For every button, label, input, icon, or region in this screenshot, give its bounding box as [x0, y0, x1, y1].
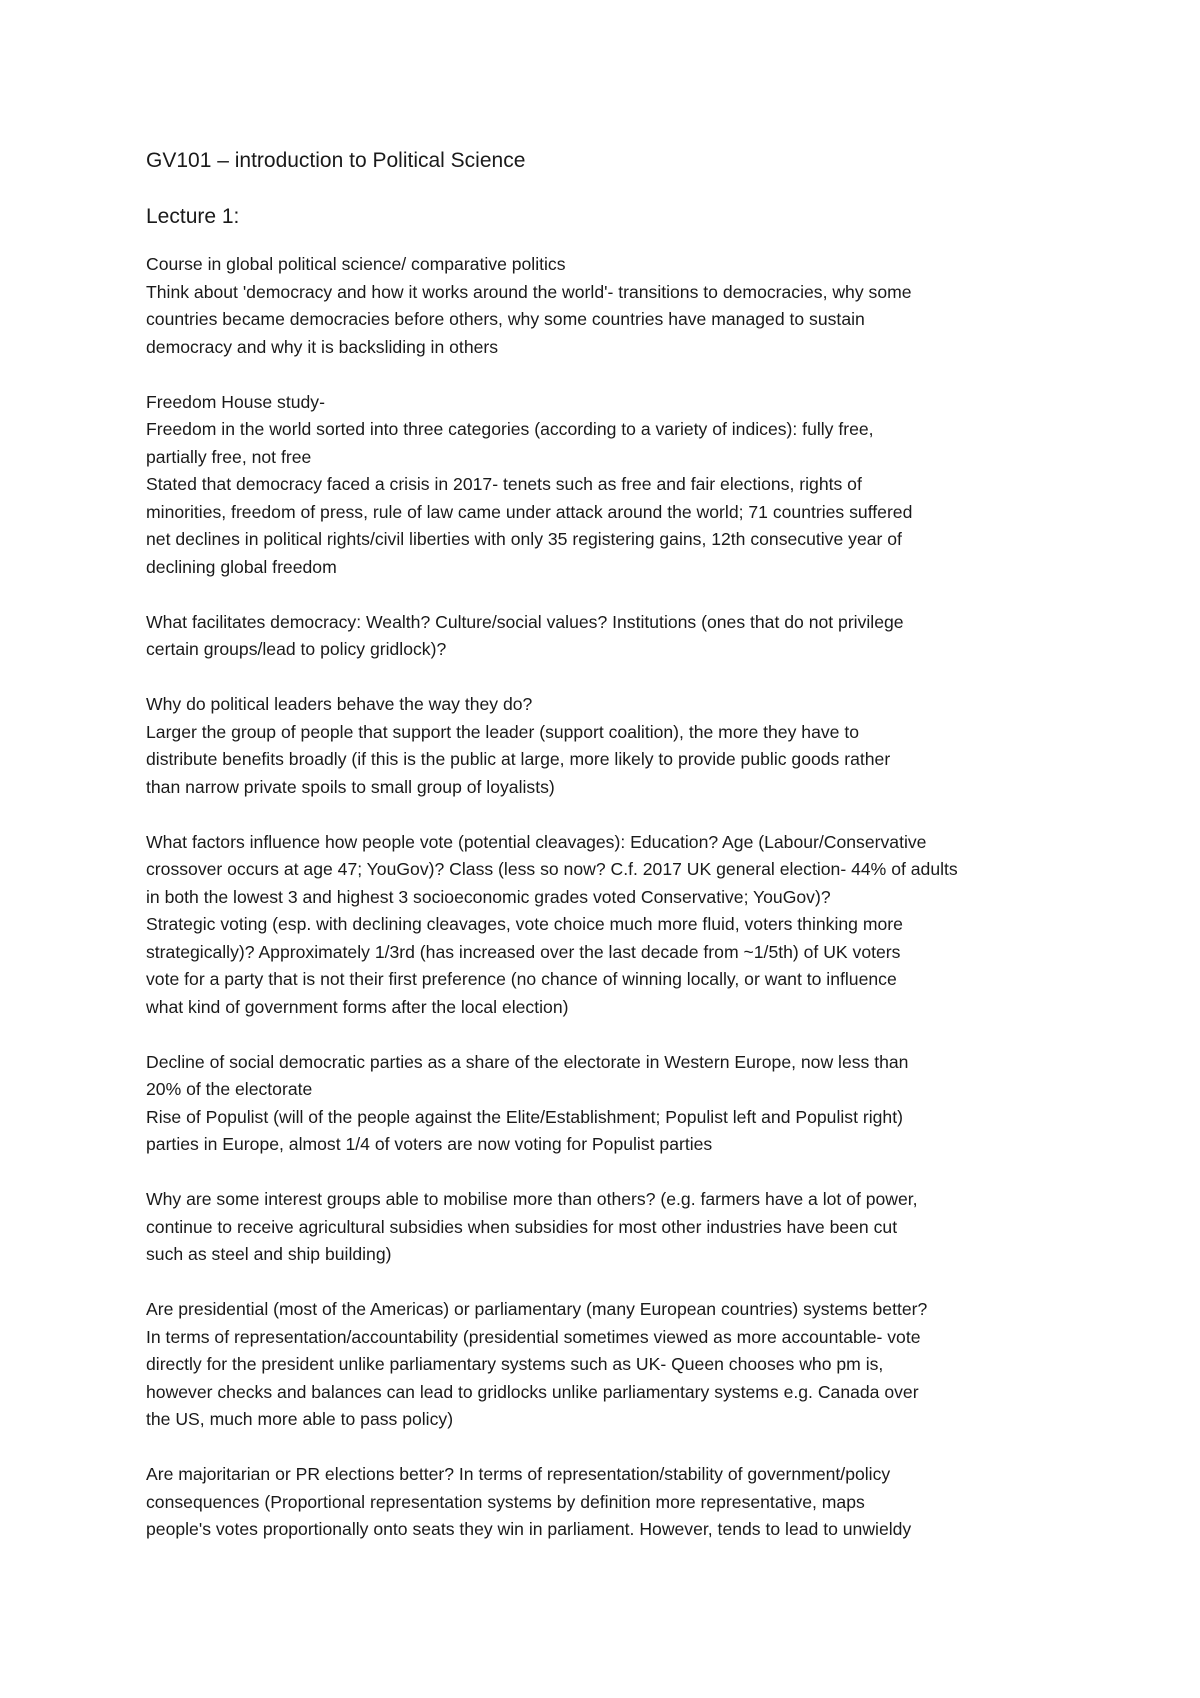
text-line: in both the lowest 3 and highest 3 socioeconomic grades voted Conservative; YouGov)?: [146, 886, 831, 907]
text-line: distribute benefits broadly (if this is the public at large, more likely to provide public goods rather: [146, 749, 891, 769]
text-line: directly for the president unlike parliamentary systems such as UK- Queen chooses who pm is,: [146, 1354, 884, 1374]
text-line: continue to receive agricultural subsidies when subsidies for most other industries have been cut: [146, 1216, 898, 1237]
paragraph: [146, 1296, 1076, 1434]
text-line: In terms of representation/accountability (presidential sometimes viewed as more accountable- vote: [146, 1326, 921, 1347]
text-line: What facilitates democracy: Wealth? Culture/social values? Institutions (ones that do not privilege: [146, 611, 904, 632]
text-line: Why do political leaders behave the way they do?: [146, 694, 533, 714]
text-line: net declines in political rights/civil liberties with only 35 registering gains, 12th consecutive year of: [146, 529, 902, 549]
text-line: people's votes proportionally onto seats they win in parliament. However, tends to lead to unwieldy: [146, 1519, 912, 1539]
paragraph: [146, 1461, 1076, 1544]
text-line: than narrow private spoils to small group of loyalists): [146, 776, 555, 797]
text-line: what kind of government forms after the local election): [146, 996, 569, 1017]
paragraph: [146, 829, 1076, 1022]
paragraph: [146, 691, 1076, 801]
text-line: Think about 'democracy and how it works around the world'- transitions to democracies, why some: [146, 281, 912, 302]
text-line: declining global freedom: [146, 556, 337, 577]
text-line: Why are some interest groups able to mobilise more than others? (e.g. farmers have a lot of power,: [146, 1189, 918, 1209]
document-title: GV101 – introduction to Political Science: [146, 149, 526, 172]
text-line: vote for a party that is not their first preference (no chance of winning locally, or want to influence: [146, 969, 897, 989]
text-line: Course in global political science/ comparative politics: [146, 254, 566, 274]
text-line: Larger the group of people that support the leader (support coalition), the more they have to: [146, 721, 859, 742]
text-line: the US, much more able to pass policy): [146, 1409, 454, 1429]
text-line: consequences (Proportional representation systems by definition more representative, maps: [146, 1491, 865, 1512]
text-line: however checks and balances can lead to gridlocks unlike parliamentary systems e.g. Canada over: [146, 1381, 919, 1402]
text-line: Decline of social democratic parties as a share of the electorate in Western Europe, now less than: [146, 1051, 909, 1072]
paragraph: [146, 609, 1076, 664]
paragraph-list: [146, 251, 1076, 1544]
paragraph: [146, 389, 1076, 582]
text-line: minorities, freedom of press, rule of law came under attack around the world; 71 countries suffered: [146, 501, 913, 522]
lecture-heading: Lecture 1:: [146, 205, 240, 228]
text-line: Freedom House study-: [146, 391, 325, 412]
text-line: Rise of Populist (will of the people against the Elite/Establishment; Populist left and Populist right): [146, 1106, 903, 1127]
text-line: parties in Europe, almost 1/4 of voters are now voting for Populist parties: [146, 1134, 713, 1154]
text-line: Are majoritarian or PR elections better? In terms of representation/stability of government/policy: [146, 1464, 891, 1484]
text-line: Strategic voting (esp. with declining cleavages, vote choice much more fluid, voters thinking more: [146, 914, 903, 934]
text-line: Are presidential (most of the Americas) or parliamentary (many European countries) systems better?: [146, 1299, 928, 1319]
paragraph: [146, 251, 1076, 361]
text-line: democracy and why it is backsliding in others: [146, 336, 499, 357]
text-line: What factors influence how people vote (potential cleavages): Education? Age (Labour/Conservative: [146, 831, 927, 852]
text-line: Stated that democracy faced a crisis in 2017- tenets such as free and fair elections, rights of: [146, 474, 862, 494]
paragraph: [146, 1186, 1076, 1269]
text-line: such as steel and ship building): [146, 1244, 392, 1264]
text-line: partially free, not free: [146, 446, 312, 467]
paragraph: [146, 1049, 1076, 1159]
document-content: [146, 146, 1076, 1571]
text-line: crossover occurs at age 47; YouGov)? Class (less so now? C.f. 2017 UK general election- 44% of adults: [146, 859, 958, 879]
text-line: strategically)? Approximately 1/3rd (has increased over the last decade from ~1/5th) of UK voters: [146, 941, 901, 962]
text-line: Freedom in the world sorted into three categories (according to a variety of indices): fully free,: [146, 419, 874, 439]
text-line: certain groups/lead to policy gridlock)?: [146, 639, 447, 659]
text-line: countries became democracies before others, why some countries have managed to sustain: [146, 309, 865, 329]
text-line: 20% of the electorate: [146, 1079, 313, 1099]
